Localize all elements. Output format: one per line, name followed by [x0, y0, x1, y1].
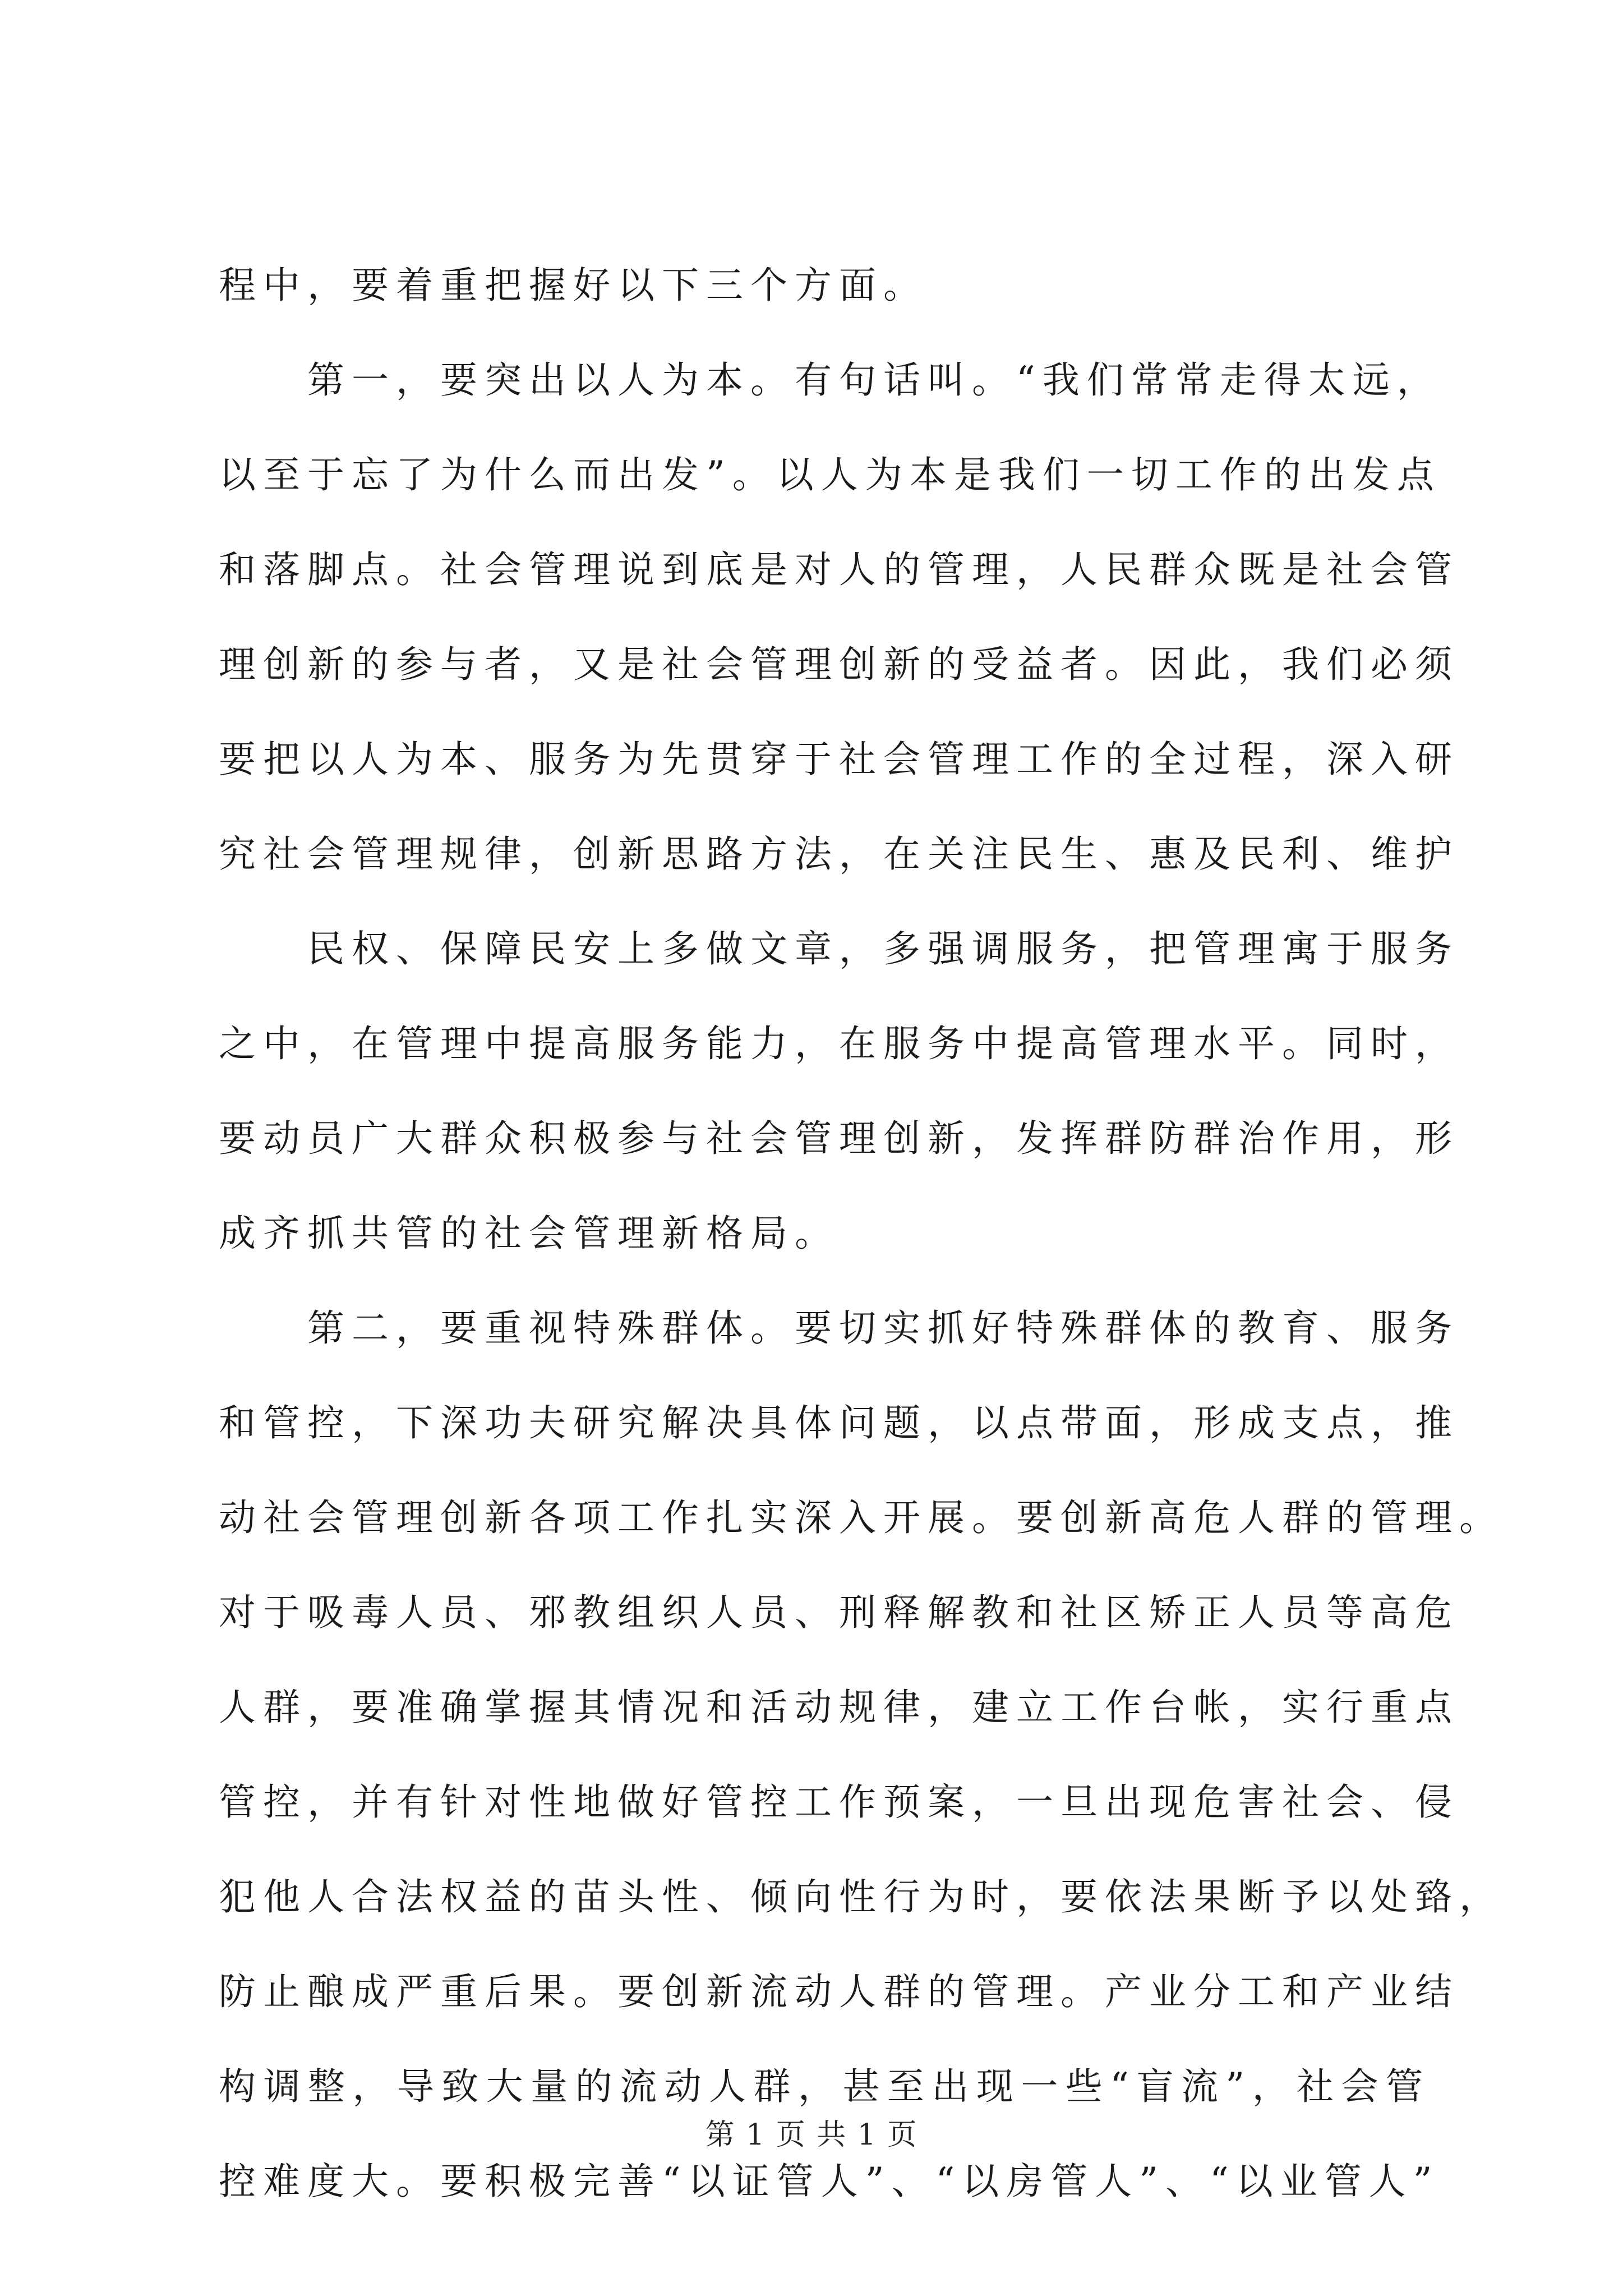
text-line: 理创新的参与者，又是社会管理创新的受益者。因此，我们必须	[219, 643, 1459, 686]
text-line: 民权、保障民安上多做文章，多强调服务，把管理寓于服务	[219, 927, 1459, 970]
text-line: 犯他人合法权益的苗头性、倾向性行为时，要依法果断予以处臵，	[219, 1875, 1504, 1918]
text-line: 防止酿成严重后果。要创新流动人群的管理。产业分工和产业结	[219, 1970, 1459, 2013]
text-line: 构调整，导致大量的流动人群，甚至出现一些“盲流”，社会管	[219, 2065, 1430, 2108]
text-line: 对于吸毒人员、邪教组织人员、刑释解教和社区矫正人员等高危	[219, 1591, 1459, 1634]
text-line: 和管控，下深功夫研究解决具体问题，以点带面，形成支点，推	[219, 1401, 1459, 1444]
body-text	[219, 238, 1504, 2229]
text-line: 人群，要准确掌握其情况和活动规律，建立工作台帐，实行重点	[219, 1686, 1459, 1729]
text-line: 和落脚点。社会管理说到底是对人的管理，人民群众既是社会管	[219, 548, 1459, 591]
text-line: 以至于忘了为什么而出发”。以人为本是我们一切工作的出发点	[219, 453, 1441, 496]
text-line: 第一，要突出以人为本。有句话叫。“我们常常走得太远，	[219, 358, 1441, 402]
text-line: 第二，要重视特殊群体。要切实抓好特殊群体的教育、服务	[219, 1306, 1459, 1350]
text-line: 管控，并有针对性地做好管控工作预案，一旦出现危害社会、侵	[219, 1780, 1459, 1824]
text-line: 成齐抓共管的社会管理新格局。	[219, 1212, 839, 1255]
text-line: 要动员广大群众积极参与社会管理创新，发挥群防群治作用，形	[219, 1117, 1459, 1160]
text-line: 程中，要着重把握好以下三个方面。	[219, 264, 928, 307]
text-line: 之中，在管理中提高服务能力，在服务中提高管理水平。同时，	[219, 1022, 1459, 1065]
text-line: 动社会管理创新各项工作扎实深入开展。要创新高危人群的管理。	[219, 1496, 1504, 1539]
text-line: 控难度大。要积极完善“以证管人”、“以房管人”、“以业管人”	[219, 2160, 1440, 2203]
text-line: 要把以人为本、服务为先贯穿于社会管理工作的全过程，深入研	[219, 738, 1459, 781]
text-line: 究社会管理规律，创新思路方法，在关注民生、惠及民利、维护	[219, 832, 1459, 876]
page-footer: 第 1 页 共 1 页	[705, 2118, 918, 2152]
